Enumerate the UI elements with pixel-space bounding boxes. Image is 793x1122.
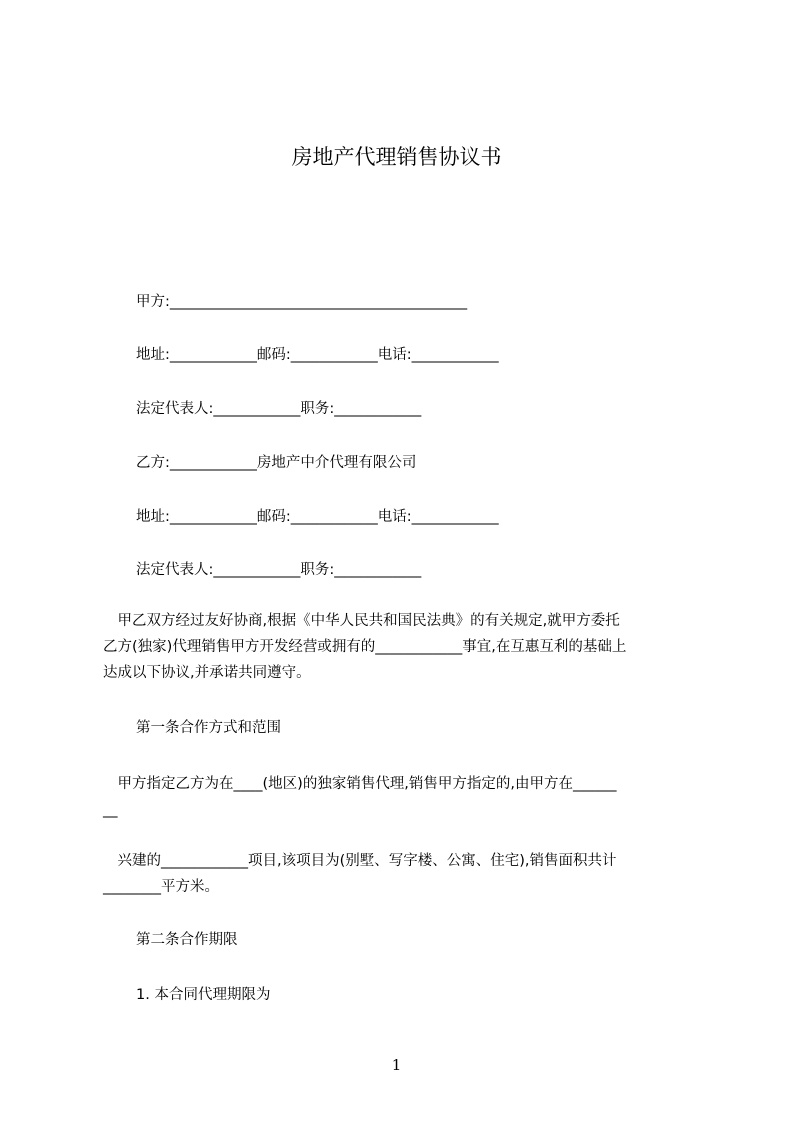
intro-line: 甲乙双方经过友好协商,根据《中华人民共和国民法典》的有关规定,就甲方委托 bbox=[103, 613, 620, 629]
article1-p2-line: 兴建的____________项目,该项目为(别墅、写字楼、公寓、住宅),销售面积共计 bbox=[103, 853, 617, 869]
article2-item-1: 1. 本合同代理期限为 bbox=[136, 987, 271, 1003]
party-b-line: 乙方:____________房地产中介代理有限公司 bbox=[136, 455, 417, 471]
page-number: 1 bbox=[391, 1056, 402, 1074]
article1-p1-line: 甲方指定乙方为在____(地区)的独家销售代理,销售甲方指定的,由甲方在______ bbox=[103, 776, 617, 792]
article1-heading: 第一条合作方式和范围 bbox=[136, 720, 281, 736]
article2-heading: 第二条合作期限 bbox=[136, 932, 238, 948]
article1-paragraph-2 bbox=[103, 848, 703, 900]
article1-paragraph-1 bbox=[103, 771, 703, 823]
intro-paragraph bbox=[103, 608, 703, 686]
intro-line: 乙方(独家)代理销售甲方开发经营或拥有的____________事宜,在互惠互利的基础上 bbox=[103, 639, 627, 655]
party-b-rep-line: 法定代表人:____________职务:____________ bbox=[136, 562, 422, 578]
article1-p2-line: ________平方米。 bbox=[103, 879, 219, 895]
party-b-address-line: 地址:____________邮码:____________电话:____________ bbox=[136, 509, 499, 525]
party-a-line: 甲方:_________________________________________ bbox=[136, 294, 468, 310]
party-a-address-line: 地址:____________邮码:____________电话:____________ bbox=[136, 347, 499, 363]
intro-line: 达成以下协议,并承诺共同遵守。 bbox=[103, 665, 311, 681]
document-title: 房地产代理销售协议书 bbox=[291, 145, 502, 169]
article1-p1-line: __ bbox=[103, 802, 118, 818]
party-a-rep-line: 法定代表人:____________职务:____________ bbox=[136, 401, 422, 417]
